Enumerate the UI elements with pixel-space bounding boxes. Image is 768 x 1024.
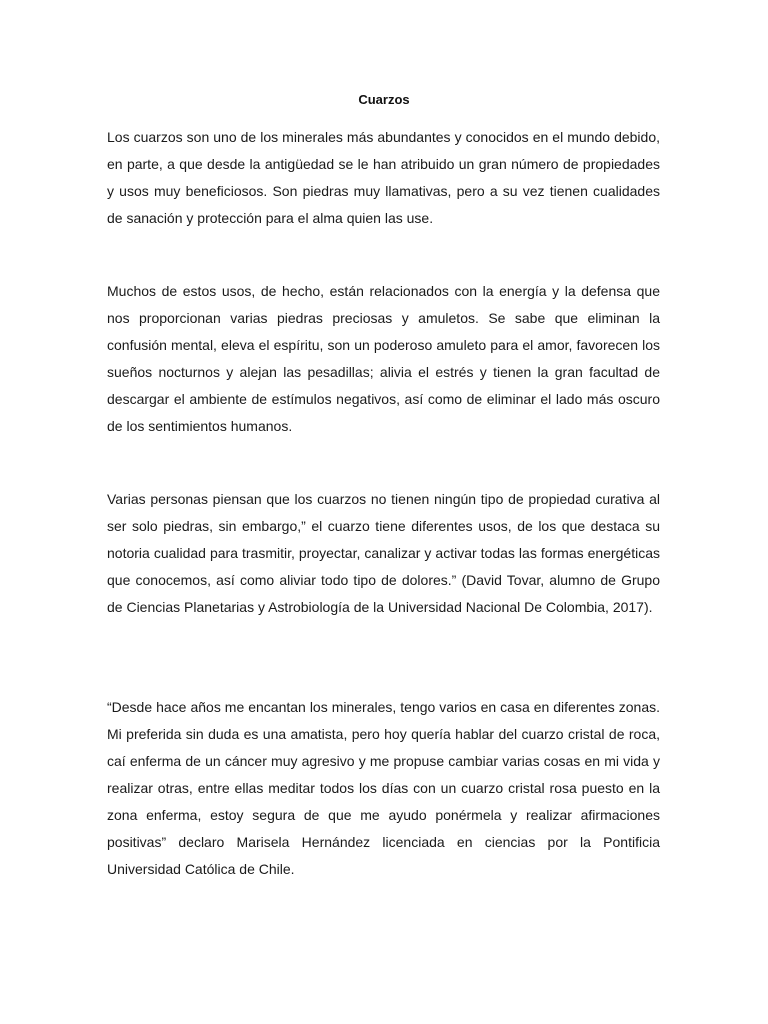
paragraph-intro: Los cuarzos son uno de los minerales más abundantes y conocidos en el mundo debido, en parte, a que desde la antigüedad se le han atribuido un gran número de propiedades y usos muy beneficiosos. Son piedras muy llamativas, pero a su vez tienen cualidades de sanación y protección para el alma quien las use. [107,129,660,226]
paragraph-testimony: “Desde hace años me encantan los minerales, tengo varios en casa en diferentes zonas. Mi preferida sin duda es una amatista, pero hoy quería hablar del cuarzo cristal de roca, caí enferma de un cáncer muy agresivo y me propuse cambiar varias cosas en mi vida y realizar otras, entre ellas meditar todos los días con un cuarzo cristal rosa puesto en la zona enferma, estoy segura de que me ayudo ponérmela y realizar afirmaciones positivas” declaro Marisela Hernández licenciada en ciencias por la Pontificia Universidad Católica de Chile. [107,699,660,877]
paragraph-opinions: Varias personas piensan que los cuarzos no tienen ningún tipo de propiedad curativa al ser solo piedras, sin embargo,” el cuarzo tiene diferentes usos, de los que destaca su notoria cualidad para trasmitir, proyectar, canalizar y activar todas las formas energéticas que conocemos, así como aliviar todo tipo de dolores.” (David Tovar, alumno de Grupo de Ciencias Planetarias y Astrobiología de la Universidad Nacional De Colombia, 2017). [107,491,660,615]
document-title: Cuarzos [358,92,410,107]
paragraph-uses: Muchos de estos usos, de hecho, están relacionados con la energía y la defensa que nos proporcionan varias piedras preciosas y amuletos. Se sabe que eliminan la confusión mental, eleva el espíritu, son un poderoso amuleto para el amor, favorecen los sueños nocturnos y alejan las pesadillas; alivia el estrés y tienen la gran facultad de descargar el ambiente de estímulos negativos, así como de eliminar el lado más oscuro de los sentimientos humanos. [107,283,660,434]
